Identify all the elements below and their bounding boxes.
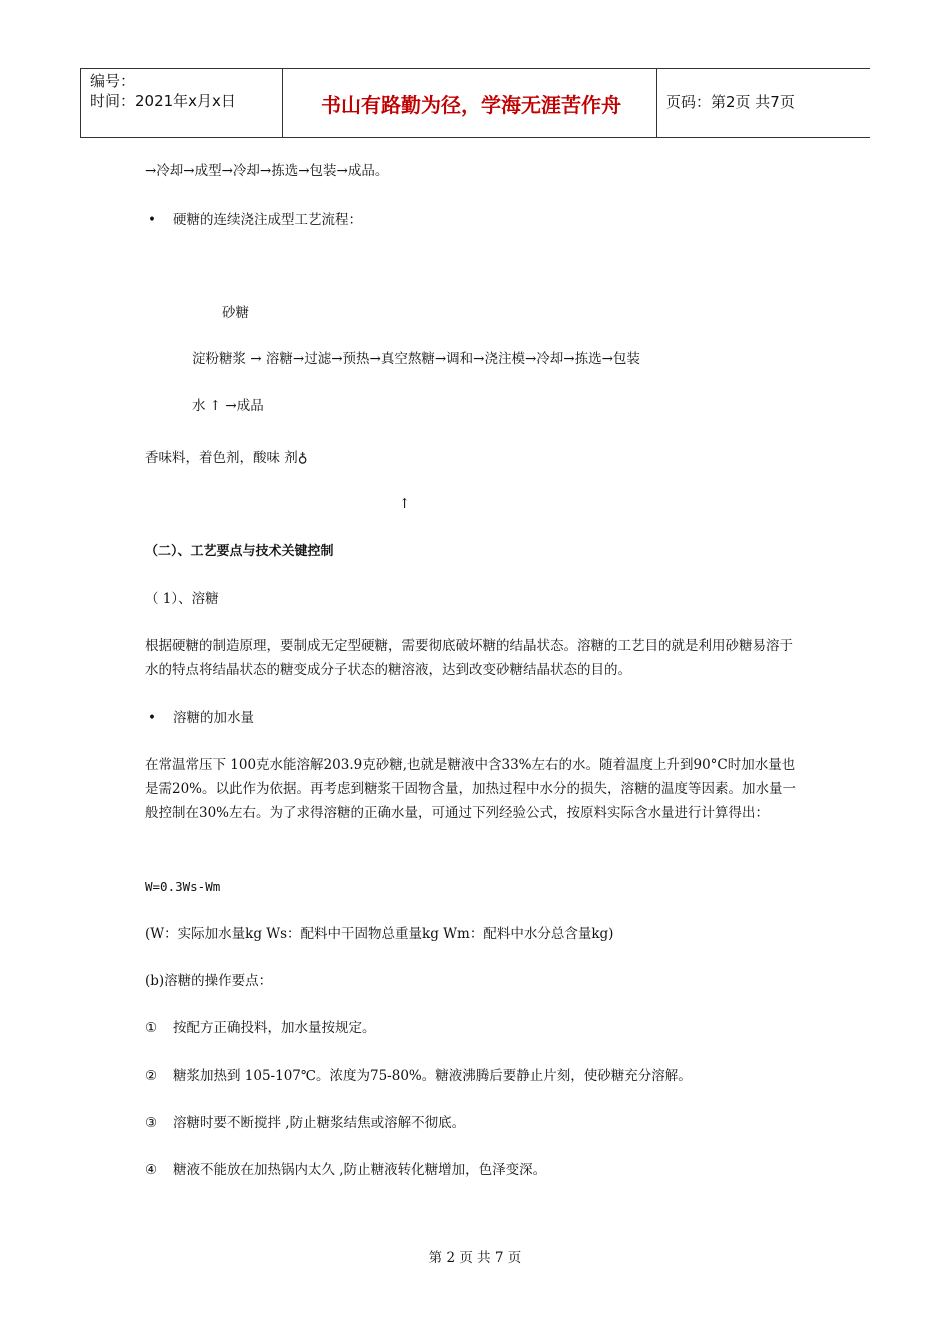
list-item: 溶糖时要不断搅拌 ,防止糖浆结焦或溶解不彻底。 [173,1115,466,1131]
flow-input-water: 水 ↑ →成品 [192,398,264,414]
header-meta [90,71,236,111]
operations-title: (b)溶糖的操作要点： [145,973,273,989]
bullet: • [148,710,156,726]
bullet-heading-water-amount: 溶糖的加水量 [173,710,254,726]
list-item: 糖液不能放在加热锅内太久 ,防止糖液转化糖增加，色泽变深。 [173,1162,547,1178]
flow-main-line: 淀粉糖浆 → 溶糖→过滤→预热→真空熬糖→调和→浇注模→冷却→拣选→包装 [192,351,640,367]
process-continuation: →冷却→成型→冷却→拣选→包装→成品。 [145,163,389,179]
header-motto: 书山有路勤为径，学海无涯苦作舟 [321,92,621,117]
list-item-number: ① [145,1020,158,1036]
subsection-dissolving: （ 1）、溶糖 [145,591,219,607]
formula-note: (W：实际加水量kg Ws：配料中干固物总重量kg Wm：配料中水分总含量kg) [145,926,614,942]
document-number-label: 编号： [90,72,136,90]
paragraph-principle: 根据硬糖的制造原理，要制成无定型硬糖，需要彻底破坏糖的结晶状态。溶糖的工艺目的就是利用砂糖易溶于水的特点将结晶状态的糖变成分子状态的糖溶液，达到改变砂糖结晶状态的目的。 [145,638,793,678]
list-item-number: ③ [145,1115,158,1131]
page-footer: 第 2 页 共 7 页 [428,1250,522,1266]
paragraph-water-amount: 在常温常压下 100克水能溶解203.9克砂糖,也就是糖液中含33%左右的水。随着温度上升到90°C时加水量也是需20%。以此作为依据。再考虑到糖浆干固物含量，加热过程中水分的损失，溶糖的温度等因素。加水量一般控制在30%左右。为了求得溶糖的正确水量，可通过下列经验公式，按原料实际含水量进行计算得出： [145,757,797,821]
bullet-heading-continuous-casting: 硬糖的连续浇注成型工艺流程： [173,212,362,228]
flow-additives: 香味料，着色剂，酸味 剂♁ [145,450,308,466]
bullet: • [148,212,156,228]
formula: W=0.3Ws-Wm [145,879,221,894]
flow-up-arrow: ↑ [399,496,411,512]
header-divider [282,69,283,137]
header-divider [656,69,657,137]
list-item: 按配方正确投料，加水量按规定。 [173,1020,376,1036]
list-item-number: ② [145,1068,158,1084]
page-header [80,68,870,138]
list-item: 糖浆加热到 105-107℃。浓度为75-80%。糖液沸腾后要静止片刻，使砂糖充分溶解。 [173,1068,692,1084]
document-date-label: 时间：2021年x月x日 [90,92,236,110]
header-page-info: 页码：第2页 共7页 [666,93,795,111]
header-divider [80,69,81,137]
section-title: （二）、工艺要点与技术关键控制 [145,544,334,559]
flow-input-sugar: 砂糖 [222,305,249,321]
list-item-number: ④ [145,1162,158,1178]
